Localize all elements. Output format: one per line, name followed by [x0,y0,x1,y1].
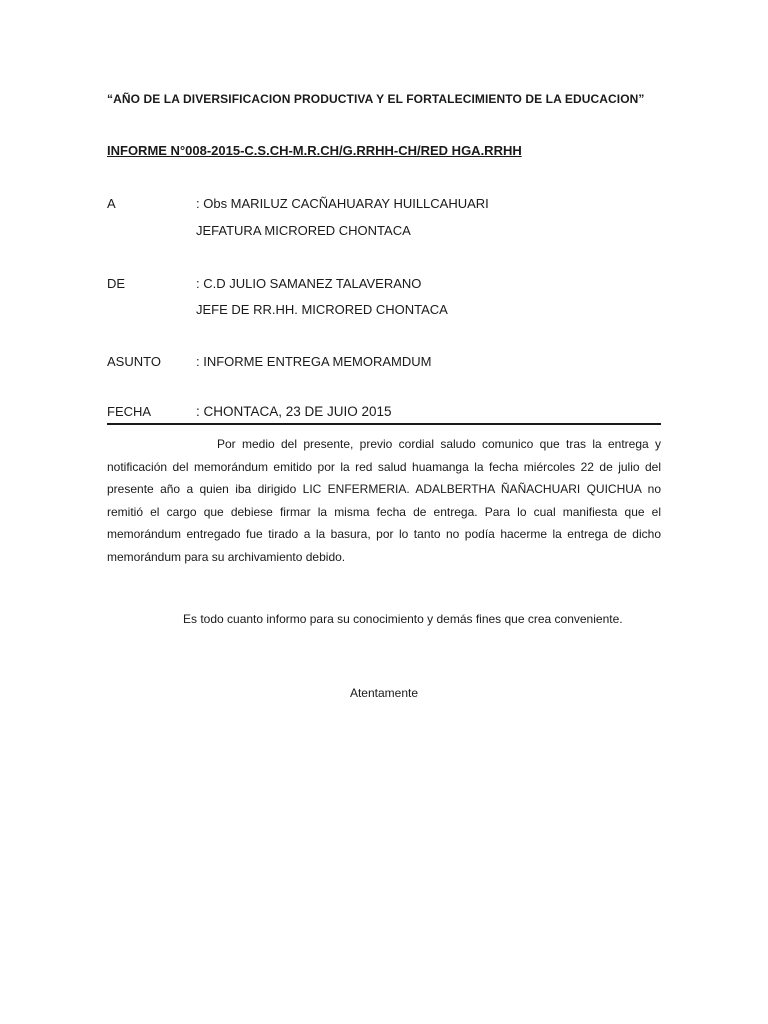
subject-value: : INFORME ENTREGA MEMORAMDUM [196,354,432,369]
to-recipient-name: : Obs MARILUZ CACÑAHUARAY HUILLCAHUARI [196,196,489,211]
signoff: Atentamente [349,686,419,700]
year-heading: “AÑO DE LA DIVERSIFICACION PRODUCTIVA Y EL FORTALECIMIENTO DE LA EDUCACION” [107,92,645,106]
from-sender-name: : C.D JULIO SAMANEZ TALAVERANO [196,276,422,291]
closing-statement: Es todo cuanto informo para su conocimiento y demás fines que crea conveniente. [183,612,623,626]
to-recipient-office: JEFATURA MICRORED CHONTACA [196,223,411,238]
report-number-title: INFORME N°008-2015-C.S.CH-M.R.CH/G.RRHH-CH/RED HGA.RRHH [107,143,522,158]
subject-label: ASUNTO [107,354,161,369]
date-label: FECHA [107,404,152,419]
from-label: DE [107,276,126,291]
from-sender-position: JEFE DE RR.HH. MICRORED CHONTACA [196,302,448,317]
header-divider-line [107,423,661,425]
to-label: A [107,196,116,211]
body-paragraph: Por medio del presente, previo cordial saludo comunico que tras la entrega y notificación del memorándum emitido por la red salud huamanga la fecha miércoles 22 de julio del presente año a quien iba dirigido LIC ENFERMERIA. ADALBERTHA ÑAÑACHUARI QUICHUA no remitió el cargo que debiese firmar la misma fecha de entrega. Para lo cual manifiesta que el memorándum entregado fue tirado a la basura, por lo tanto no podía hacerme la entrega de dicho memorándum para su archivamiento debido. [107,437,661,564]
date-value: : CHONTACA, 23 DE JUIO 2015 [196,404,392,419]
